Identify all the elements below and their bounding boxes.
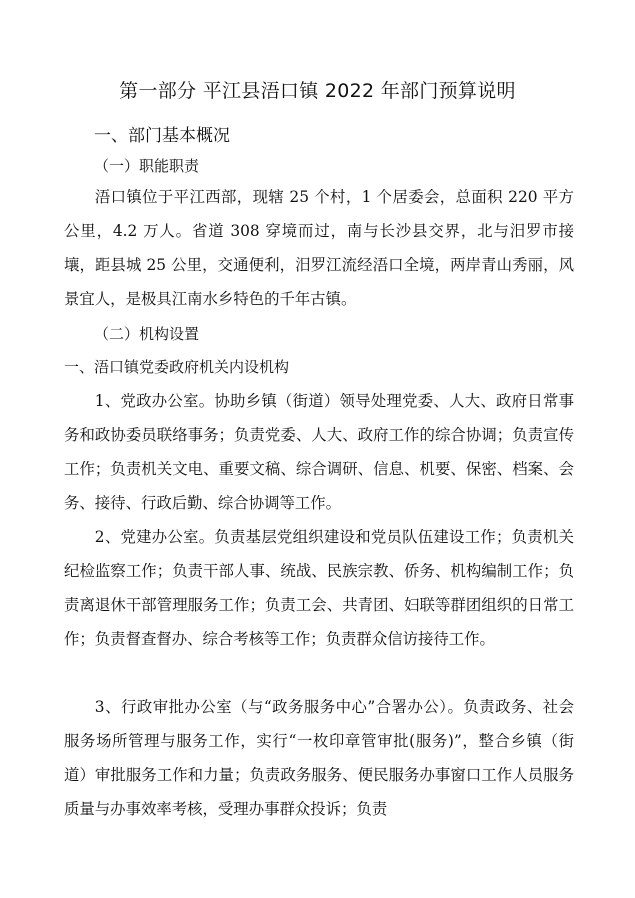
- section-heading-basic-overview: 一、部门基本概况: [94, 126, 230, 146]
- functions-paragraph: 浯口镇位于平江西部，现辖 25 个村，1 个居委会，总面积 220 平方公里，4.2 万人。省道 308 穿境而过，南与长沙县交界，北与汨罗市接壤，距县城 25 公里，交通便利，汨罗江流经浯口全境，两岸青山秀丽，风景宜人，是极具江南水乡特色的千年古镇。: [64, 188, 574, 308]
- subsection-heading-functions: （一）职能职责: [94, 157, 200, 175]
- subsection-heading-organization: （二）机构设置: [94, 325, 200, 343]
- agency-item-party-building-office: 2、党建办公室。负责基层党组织建设和党员队伍建设工作；负责机关纪检监察工作；负责干部人事、统战、民族宗教、侨务、机构编制工作；负责离退休干部管理服务工作；负责工会、共青团、妇联等群团组织的日常工作；负责督查督办、综合考核等工作；负责群众信访接待工作。: [64, 528, 574, 648]
- agency-item-party-government-office: 1、党政办公室。协助乡镇（街道）领导处理党委、人大、政府日常事务和政协委员联络事务；负责党委、人大、政府工作的综合协调；负责宣传工作；负责机关文电、重要文稿、综合调研、信息、机要、保密、档案、会务、接待、行政后勤、综合协调等工作。: [64, 392, 574, 512]
- document-title: 第一部分 平江县浯口镇 2022 年部门预算说明: [119, 80, 516, 102]
- agency-item-administrative-approval-office: 3、行政审批办公室（与“政务服务中心”合署办公）。负责政务、社会服务场所管理与服务工作，实行“一枚印章管审批(服务)”，整合乡镇（街道）审批服务工作和力量；负责政务服务、便民服务办事窗口工作人员服务质量与办事效率考核，受理办事群众投诉；负责: [64, 698, 574, 818]
- internal-agencies-heading: 一、浯口镇党委政府机关内设机构: [64, 358, 290, 376]
